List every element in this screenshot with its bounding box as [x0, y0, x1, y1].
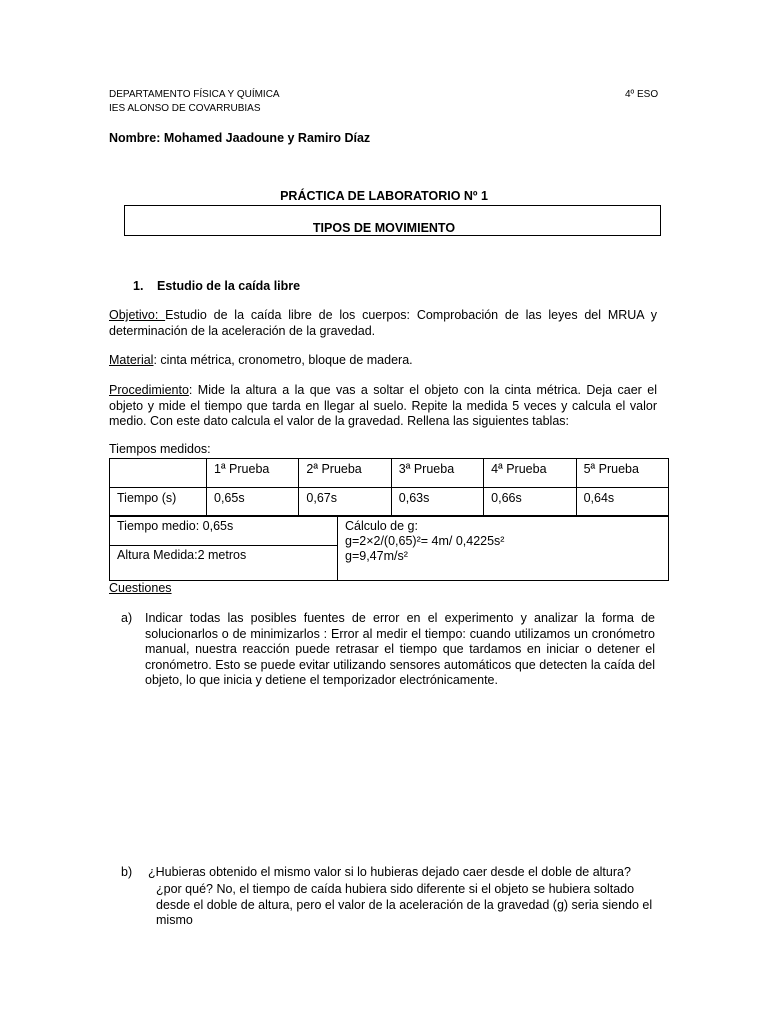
section-title: Estudio de la caída libre — [157, 279, 301, 293]
question-a-text: Indicar todas las posibles fuentes de error en el experimento y analizar la forma de solucionarlos o de minimizarlos : Error al medir el tiempo: cuando utilizamos un cronómetro manual, nuestra reacción puede retrasar el tiempo que tardamos en iniciar o detener el cronómetro. Esto se puede evitar utilizando sensores automáticos que detecten la caída del objeto, lo que inicia y detiene el temporizador electrónicamente. — [145, 611, 655, 687]
table-header-row — [110, 459, 669, 488]
school-header: IES ALONSO DE COVARRUBIAS — [109, 103, 261, 114]
table-header-cell: 3ª Prueba — [391, 459, 483, 488]
calc-title: Cálculo de g: — [345, 519, 418, 533]
procedure-label: Procedimiento — [109, 383, 189, 397]
times-label: Tiempos medidos: — [109, 442, 211, 456]
table-row — [110, 488, 669, 517]
table-header-cell: 2ª Prueba — [299, 459, 391, 488]
section-number: 1. — [133, 279, 144, 293]
table-header-cell: 5ª Prueba — [576, 459, 668, 488]
course-header: 4º ESO — [625, 89, 659, 100]
section-heading — [133, 279, 300, 293]
row-label: Tiempo (s) — [110, 488, 207, 517]
material-label: Material — [109, 353, 154, 367]
time-value: 0,67s — [299, 488, 391, 517]
material-paragraph — [109, 353, 657, 369]
practice-subtitle: TIPOS DE MOVIMIENTO — [312, 221, 456, 235]
gravity-calculation — [345, 519, 504, 564]
times-table — [109, 458, 669, 517]
table-header-cell: 1ª Prueba — [207, 459, 299, 488]
time-value: 0,63s — [391, 488, 483, 517]
objective-text: Estudio de la caída libre de los cuerpos: Comprobación de las leyes del MRUA y determinación de la aceleración de la gravedad. — [109, 308, 657, 338]
time-value: 0,64s — [576, 488, 668, 517]
question-b-answer: ¿por qué? No, el tiempo de caída hubiera sido diferente si el objeto se hubiera soltado desde el doble de altura, pero el valor de la aceleración de la gravedad (g) seria siendo el mismo — [156, 882, 653, 927]
question-b-line-1: ¿Hubieras obtenido el mismo valor si lo hubieras dejado caer desde el doble de altura? — [148, 865, 631, 879]
procedure-text: : Mide la altura a la que vas a soltar el objeto con la cinta métrica. Deja caer el objeto y mide el tiempo que tarda en llegar al suelo. Repite la medida 5 veces y calcula el valor medio. Con este dato calcula el valor de la gravedad. Rellena las siguientes tablas: — [109, 383, 657, 428]
results-table — [109, 515, 669, 581]
practice-title: PRÁCTICA DE LABORATORIO Nº 1 — [280, 189, 488, 203]
question-a-label: a) — [121, 611, 133, 625]
table-cell — [110, 459, 207, 488]
measured-height: Altura Medida:2 metros — [117, 548, 247, 562]
table-header-cell: 4ª Prueba — [484, 459, 576, 488]
time-value: 0,66s — [484, 488, 576, 517]
department-header: DEPARTAMENTO FÍSICA Y QUÍMICA — [109, 89, 280, 100]
questions-label: Cuestiones — [109, 581, 172, 595]
objective-label: Objetivo: — [109, 308, 166, 322]
calc-line-2: g=9,47m/s² — [345, 549, 408, 563]
time-value: 0,65s — [207, 488, 299, 517]
results-left-column — [110, 516, 338, 580]
student-name: Nombre: Mohamed Jaadoune y Ramiro Díaz — [109, 131, 371, 145]
material-text: : cinta métrica, cronometro, bloque de madera. — [153, 353, 413, 367]
procedure-paragraph — [109, 383, 657, 430]
question-b-label: b) — [121, 865, 133, 879]
mean-time: Tiempo medio: 0,65s — [110, 516, 337, 546]
calc-line-1: g=2×2/(0,65)²= 4m/ 0,4225s² — [345, 534, 505, 548]
objective-paragraph — [109, 308, 657, 339]
